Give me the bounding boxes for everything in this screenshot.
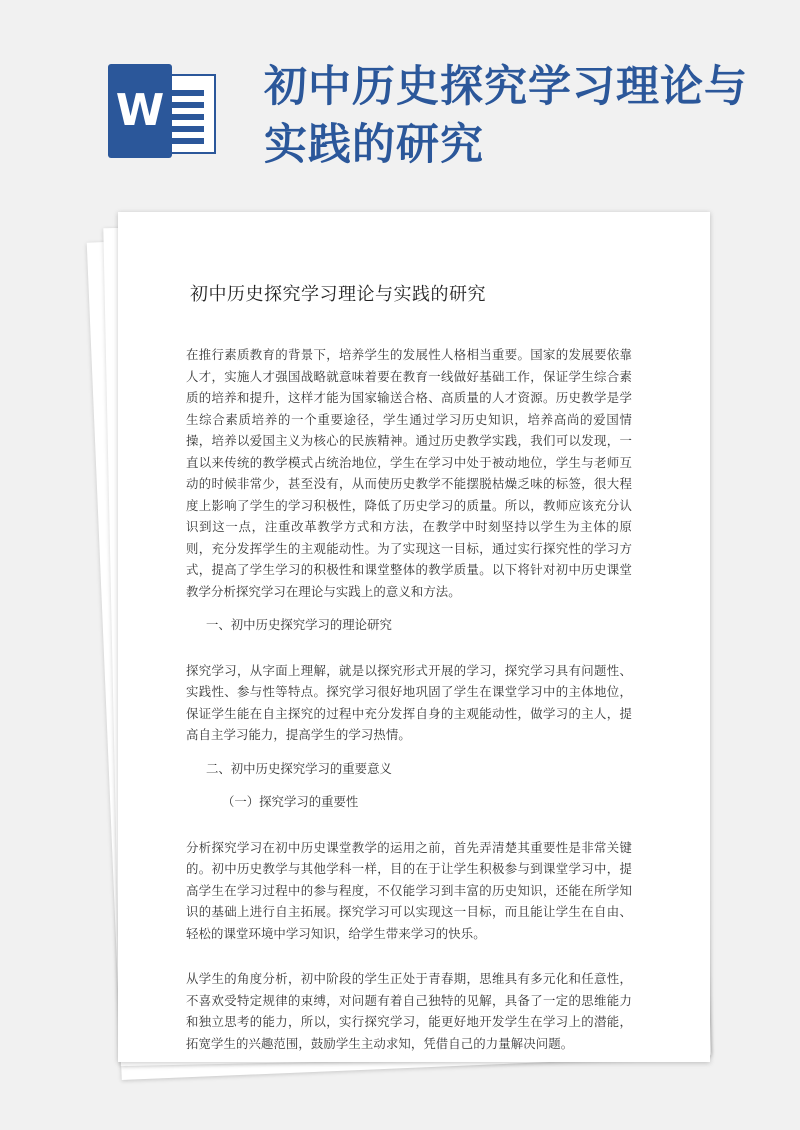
word-document-icon xyxy=(108,64,218,160)
section-1-paragraph: 探究学习，从字面上理解，就是以探究形式开展的学习，探究学习具有问题性、实践性、参与性等特点。探究学习很好地巩固了学生在课堂学习中的主体地位，保证学生能在自主探究的过程中充分发挥自身的主观能动性，做学习的主人，提高自主学习能力，提高学生的学习热情。 xyxy=(186,662,632,742)
section-heading-2: 二、初中历史探究学习的重要意义 xyxy=(206,760,392,776)
document-body xyxy=(186,344,632,1054)
subsection-2-1-paragraph: 分析探究学习在初中历史课堂教学的运用之前，首先弄清楚其重要性是非常关键的。初中历史教学与其他学科一样，目的在于让学生积极参与到课堂学习中，提高学生在学习过程中的参与程度，不仅能学习到丰富的历史知识，还能在所学知识的基础上进行自主拓展。探究学习可以实现这一目标，而且能让学生在自由、轻松的课堂环境中学习知识，给学生带来学习的快乐。 xyxy=(186,839,632,941)
student-perspective-paragraph: 从学生的角度分析，初中阶段的学生正处于青春期，思维具有多元化和任意性，不喜欢受特定规律的束缚，对问题有着自己独特的见解，具备了一定的思维能力和独立思考的能力，所以，实行探究学习，能更好地开发学生在学习上的潜能，拓宽学生的兴趣范围，鼓励学生主动求知，凭借自己的力量解决问题。 xyxy=(186,971,632,1051)
section-heading-1: 一、初中历史探究学习的理论研究 xyxy=(206,617,392,632)
document-page xyxy=(118,212,710,1062)
subsection-heading-2-1: （一）探究学习的重要性 xyxy=(222,794,359,809)
header-title: 初中历史探究学习理论与实践的研究 xyxy=(264,62,748,170)
document-title: 初中历史探究学习理论与实践的研究 xyxy=(190,284,486,305)
word-logo-letter: W xyxy=(108,64,172,158)
intro-paragraph: 在推行素质教育的背景下，培养学生的发展性人格相当重要。国家的发展要依靠人才，实施人才强国战略就意味着要在教育一线做好基础工作，保证学生综合素质的培养和提升，这样才能为国家输送合格、高质量的人才资源。历史教学是学生综合素质培养的一个重要途径，学生通过学习历史知识，培养高尚的爱国情操，培养以爱国主义为核心的民族精神。通过历史教学实践，我们可以发现，一直以来传统的教学模式占统治地位，学生在学习中处于被动地位，学生与老师互动的时候非常少，甚至没有，从而使历史教学不能摆脱枯燥乏味的标签，很大程度上影响了学生的学习积极性，降低了历史学习的质量。所以，教师应该充分认识到这一点，注重改革教学方式和方法，在教学中时刻坚持以学生为主体的原则，充分发挥学生的主观能动性。为了实现这一目标，通过实行探究性的学习方式，提高了学生学习的积极性和课堂整体的教学质量。以下将针对初中历史课堂教学分析探究学习在理论与实践上的意义和方法。 xyxy=(186,347,632,599)
